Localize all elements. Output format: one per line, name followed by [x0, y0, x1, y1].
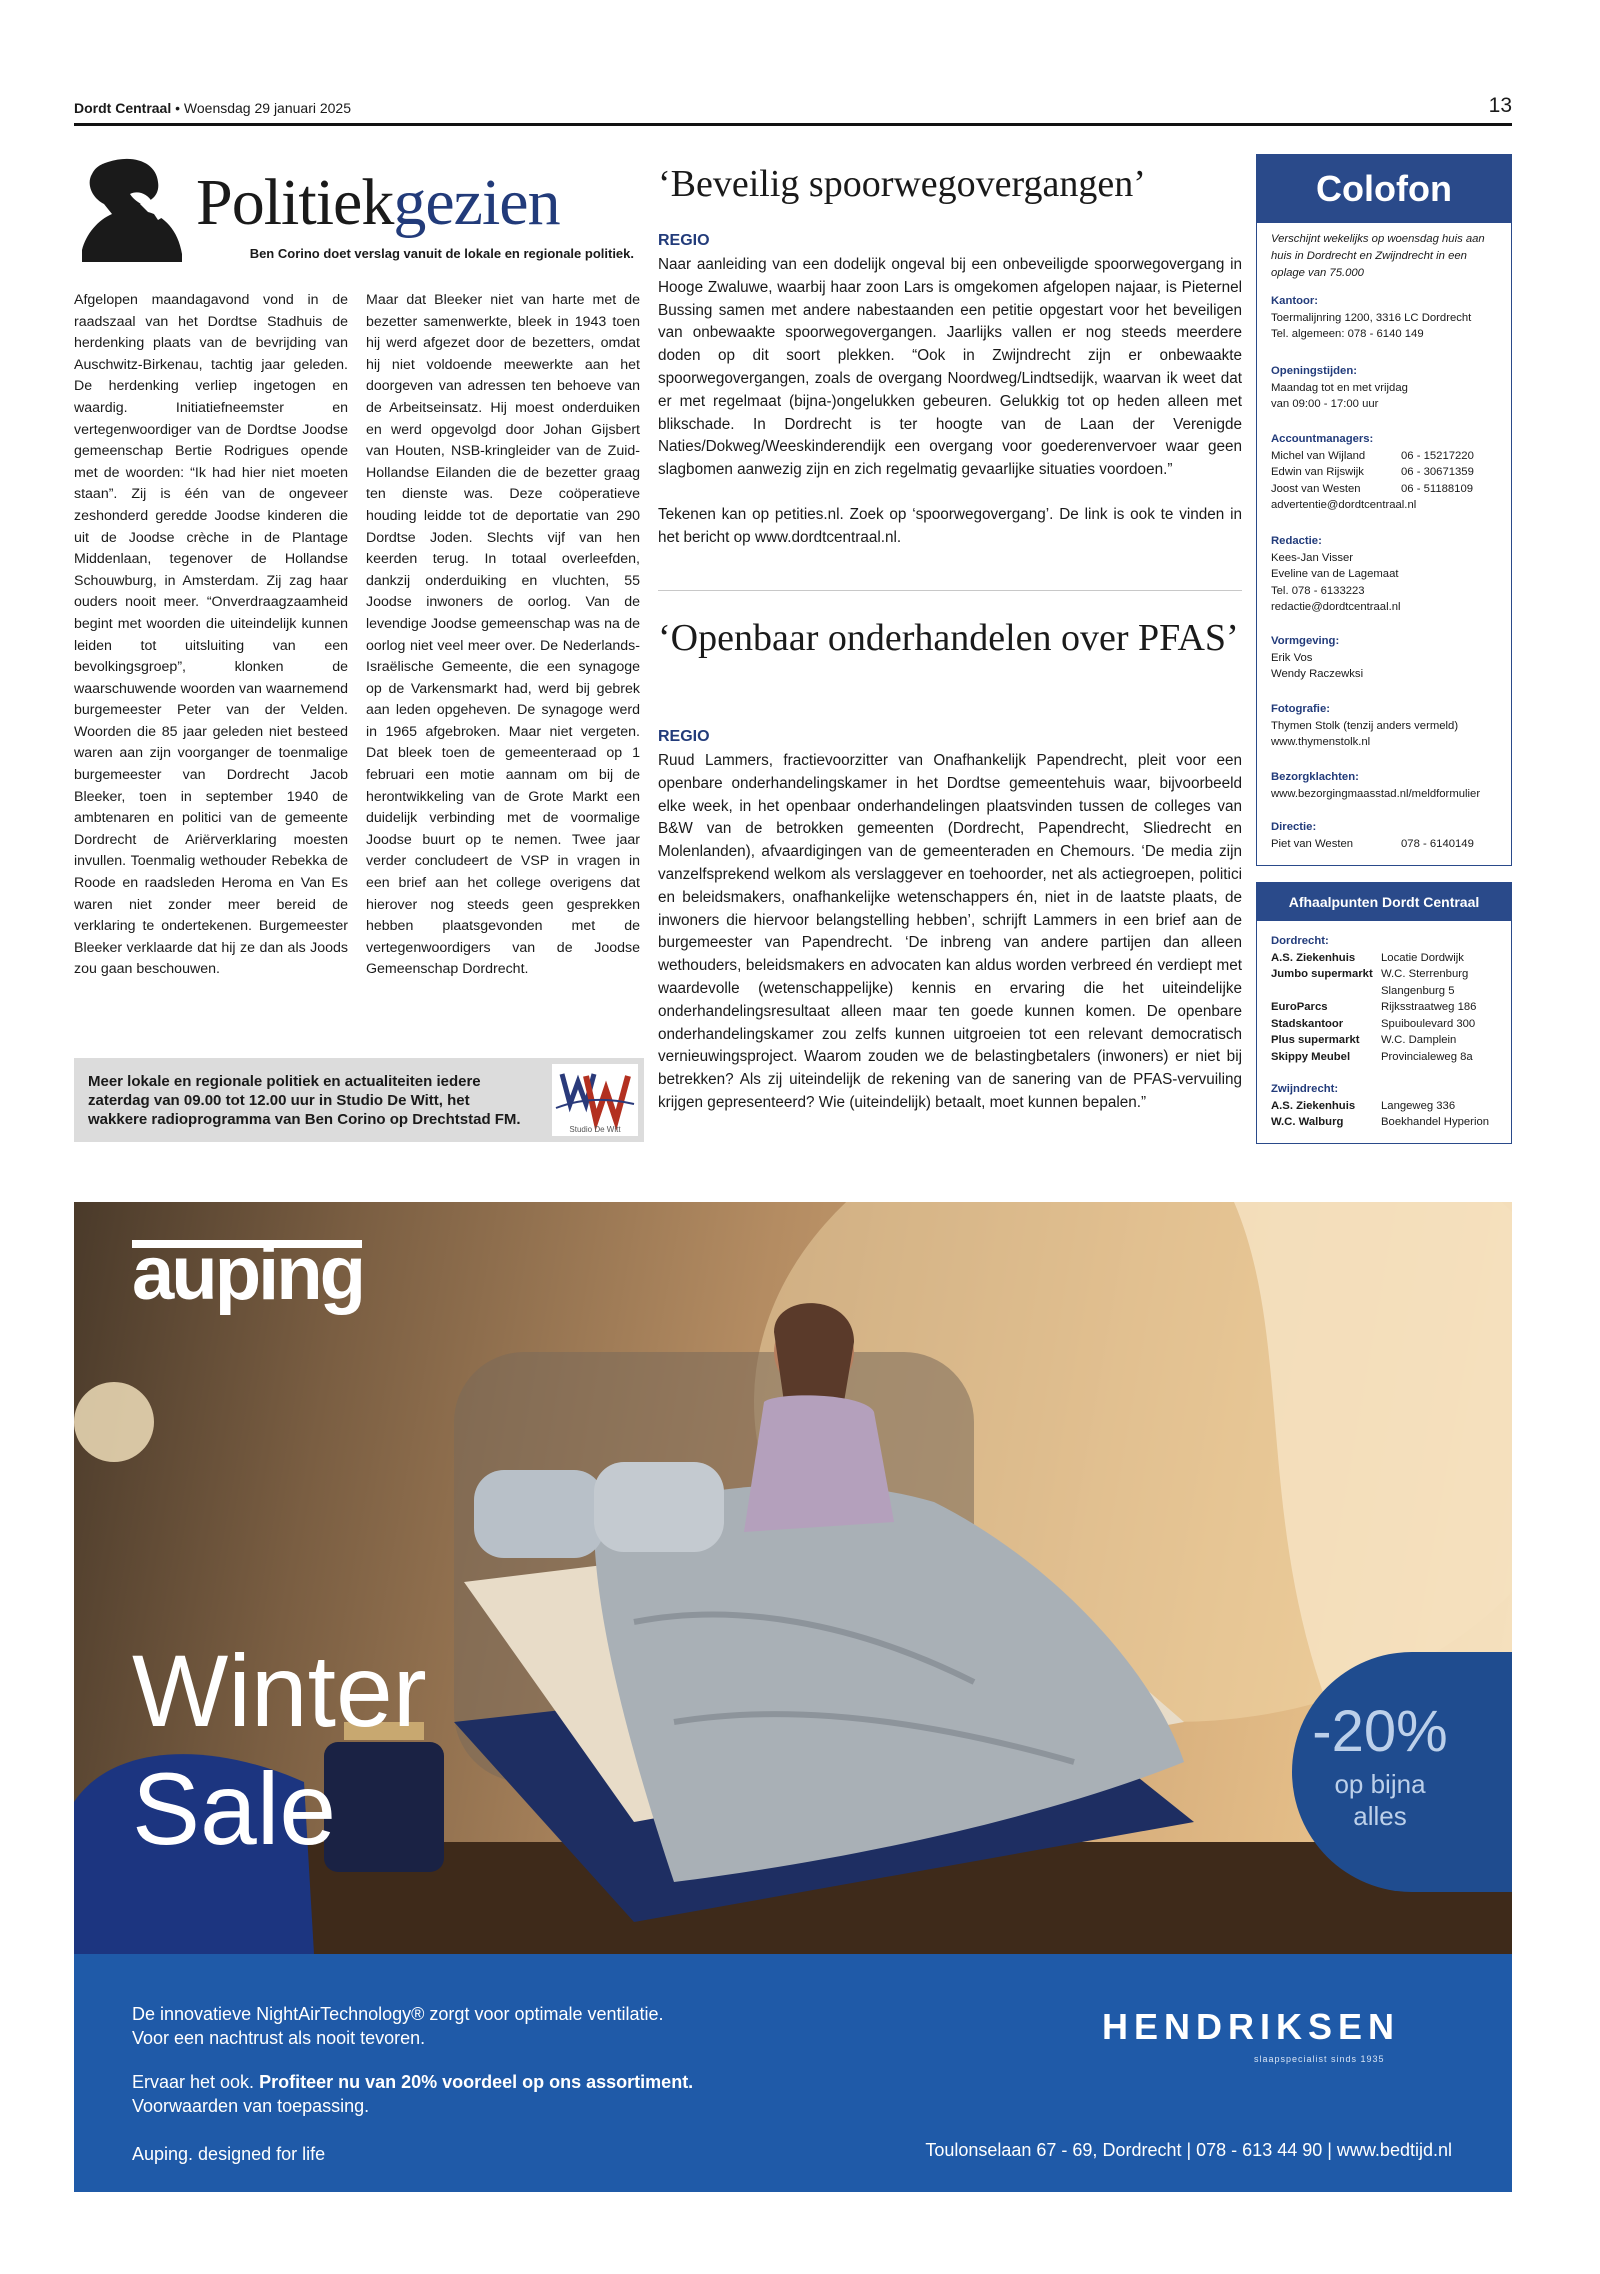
studio-de-witt-logo	[552, 1064, 638, 1136]
article-2-body	[658, 750, 1242, 1115]
section-heading: Bezorgklachten:	[1271, 771, 1359, 783]
director-phone: 078 - 6140149	[1401, 837, 1474, 850]
colofon-title: Colofon	[1257, 155, 1511, 223]
page-header	[74, 96, 1512, 126]
colofon-bezorgklachten	[1271, 769, 1503, 802]
pickup-name: A.S. Ziekenhuis	[1271, 1099, 1356, 1112]
page-number: 13	[1488, 94, 1512, 117]
article-1-kicker: REGIO	[658, 232, 710, 249]
section-heading: Directie:	[1271, 821, 1317, 833]
pickup-location: Langeweg 336	[1381, 1099, 1456, 1112]
pickup-name: A.S. Ziekenhuis	[1271, 951, 1356, 964]
section-heading: Fotografie:	[1271, 703, 1330, 715]
column-text-2: Maar dat Bleeker niet van harte met de bezetter samenwerkte, bleek in 1943 toen hij werd afgezet door de bezetters, omdat hij niet voldoende meewerkte aan het doorgeven van adressen ten behoeve van de Arbeitseinsatz. Hij moest onderduiken en werd opgevolgd door Johan Gijsbert van Houten, NSB-kringleider van de Zuid-Hollandse Eilanden die de bezetter graag ten dienste was. Deze coöperatieve houding leidde tot de deportatie van 290 Dordtse Joden. Slechts vijf van hen keerden terug. In totaal overleefden, dankzij onderduiking en vluchten, 55 Joodse inwoners de oorlog. Van de levendige Joodse gemeenschap was na de oorlog niet veel meer over. De Nederlands-Israëlische Gemeente, die een synagoge op de Varkensmarkt had, werd bij gebrek aan leden opgeheven. De synagoge werd in 1965 afgebroken. Maar niet vergeten. Dat bleek toen de gemeenteraad op 1 februari een motie aannam om bij de herontwikkeling van de Grote Markt een duidelijk verbinding met de voormalige Joodse buurt op te nemen. Twee jaar verder concludeert de VSP in vragen in een brief aan het college overigens dat hierover nog steeds geen gesprekken hebben plaatsgevonden met de vertegenwoordigers van de Joodse Gemeenschap Dordrecht.	[366, 292, 640, 978]
pickup-name: Skippy Meubel	[1271, 1050, 1351, 1063]
list-item	[1271, 481, 1503, 498]
pickup-name	[1271, 983, 1381, 1000]
ad-tagline: Auping. designed for life	[132, 2144, 326, 2164]
ad-info-panel	[74, 1954, 1512, 2192]
director-name: Piet van Westen	[1271, 837, 1354, 850]
article-2-paragraph-1: Ruud Lammers, fractievoorzitter van Onafhankelijk Papendrecht, pleit voor een openbare onderhandelingskamer in het Dordtse gemeentehuis waar, bijvoorbeeld elke week, in het openbaar onderhandelingen plaatsvinden tussen de colleges van B&W van de betrokken gemeenten (Dordrecht, Papendrecht, Sliedrecht en Molenlanden), afvaardigingen van de gemeenteraden en Chemours. ‘De media zijn vanzelfsprekend welkom als verslaggever en toehoorder, net als actiegroepen, politici en beleidsmakers, onafhankelijke wetenschappers én, niet in de laatste plaats, de inwoners die hiervoor belangstelling hebben’, schrijft Lammers in een brief aan de burgemeester van Papendrecht. ‘De inbreng van andere partijen dan alleen wethouders, beleidsmakers en advocaten kan aldus worden verbreed én verdiept met waardevolle (wetenschappelijke) kennis en ervaring die het uiteindelijke onderhandelingsresultaat alleen maar ten goede kunnen komen. De openbare onderhandelingskamer zou zelfs kunnen uitgroeien tot een relevant democratisch vernieuwingsproject. Waarom zouden we de belastingbetalers (inwoners) er niet bij betrekken? Als zij uiteindelijk de rekening van de sanering van de PFAS-vervuiling krijgen gepresenteerd? Wie (uiteindelijk) betaalt, moet kunnen bepalen.”	[658, 752, 1242, 1111]
list-item	[1271, 464, 1503, 481]
article-1-paragraph-1: Naar aanleiding van een dodelijk ongeval bij een onbeveiligde spoorwegovergang in Hooge Zwaluwe, waarbij haar zoon Lars is omgekomen afgelopen najaar, is Pieternel Bussing samen met andere nabestaanden een petitie opgestart voor het beveiligen van onbewaakte spoorwegovergangen. Jaarlijks vallen er nog steeds meerdere doden op dit soort plekken. “Ook in Zwijndrecht zijn er onbewaakte spoorwegovergangen, zoals de overgang Noordweg/Lindtsedijk, waarvan ik weet dat er met regelmaat (bijna-)ongelukken gebeuren. Gelukkig tot op heden alleen met blikschade. In Dordrecht is ter hoogte van de Laan der Verenigde Naties/Dokweg/Weeskinderendijk een overgang voor goederenvervoer waar geen slagbomen aanwezig zijn en zich regelmatig gevaarlijke situaties voordoen.”	[658, 256, 1242, 479]
opening-hours: van 09:00 - 17:00 uur	[1271, 398, 1379, 410]
list-item	[1271, 836, 1503, 853]
hendriksen-logo: HENDRIKSEN	[1102, 2006, 1401, 2047]
editor-email: redactie@dordtcentraal.nl	[1271, 601, 1401, 613]
pickup-location: Provincialeweg 8a	[1381, 1050, 1473, 1063]
designer-name: Erik Vos	[1271, 651, 1313, 664]
section-heading: Kantoor:	[1271, 295, 1319, 307]
article-1-title: ‘Beveilig spoorwegovergangen’	[658, 163, 1146, 205]
radio-promo-box	[74, 1058, 644, 1142]
pickup-location: W.C. Damplein	[1381, 1034, 1457, 1046]
editor-name: Kees-Jan Visser	[1271, 551, 1354, 564]
list-item	[1271, 983, 1503, 1000]
list-item	[1271, 950, 1503, 967]
ad-copy-line: Voor een nachtrust als nooit tevoren.	[132, 2028, 426, 2048]
pickup-location: Boekhandel Hyperion	[1381, 1116, 1490, 1128]
contact-name: Joost van Westen	[1271, 482, 1361, 495]
auping-logo: auping	[132, 1231, 364, 1316]
editor-phone: Tel. 078 - 6133223	[1271, 584, 1365, 597]
colofon-directie	[1271, 819, 1503, 852]
pickup-location: Locatie Dordwijk	[1381, 951, 1464, 964]
office-address: Toermalijnring 1200, 3316 LC Dordrecht	[1271, 311, 1472, 324]
contact-name: Michel van Wijland	[1271, 449, 1366, 462]
list-item	[1271, 1032, 1503, 1049]
pickup-name: EuroParcs	[1271, 1001, 1328, 1013]
article-1-paragraph-2: Tekenen kan op petities.nl. Zoek op ‘spoorwegovergang’. De link is ook te vinden in het bericht op www.dordtcentraal.nl.	[658, 505, 1242, 546]
article-2-kicker: REGIO	[658, 728, 710, 745]
colofon-openingstijden	[1271, 363, 1503, 413]
column-title-part2: gezien	[393, 166, 560, 239]
contact-phone: 06 - 15217220	[1401, 449, 1474, 462]
section-heading: Zwijndrecht:	[1271, 1083, 1339, 1095]
ad-copy-line: De innovatieve NightAirTechnology® zorgt voor optimale ventilatie.	[132, 2004, 664, 2024]
pickup-name: Stadskantoor	[1271, 1017, 1344, 1030]
list-item	[1271, 1098, 1503, 1115]
logo-caption: Studio De Witt	[569, 1125, 621, 1134]
ad-copy-line: Ervaar het ook.	[132, 2072, 260, 2092]
ad-photo	[74, 1202, 1512, 1954]
editor-name: Eveline van de Lagemaat	[1271, 568, 1399, 580]
list-item	[1271, 966, 1503, 983]
opening-days: Maandag tot en met vrijdag	[1271, 381, 1408, 394]
ad-offer: Profiteer nu van 20% voordeel op ons assortiment.	[259, 2072, 694, 2092]
discount-text-line-1: op bijna	[1334, 1769, 1426, 1799]
section-heading: Vormgeving:	[1271, 635, 1340, 647]
article-1-body	[658, 254, 1242, 550]
colofon-redactie	[1271, 533, 1503, 616]
dealer-address: Toulonselaan 67 - 69, Dordrecht | 078 - 613 44 90 | www.bedtijd.nl	[925, 2140, 1452, 2160]
complaints-url: www.bezorgingmaasstad.nl/meldformulier	[1271, 787, 1481, 800]
pickup-name: W.C. Walburg	[1271, 1116, 1344, 1128]
headline-line-2: Sale	[132, 1752, 337, 1866]
designer-name: Wendy Raczewksi	[1271, 668, 1364, 680]
discount-percentage: -20%	[1312, 1699, 1448, 1764]
headline-line-1: Winter	[132, 1634, 427, 1748]
auping-advertisement	[74, 1202, 1512, 2192]
column-title	[196, 168, 560, 238]
photographer-url: www.thymenstolk.nl	[1271, 736, 1371, 748]
pickup-location: Slangenburg 5	[1381, 984, 1455, 997]
paper-name: Dordt Centraal	[74, 100, 172, 116]
pickup-dordrecht	[1271, 933, 1503, 1065]
pickup-zwijndrecht	[1271, 1081, 1503, 1131]
pickup-points-box	[1256, 882, 1512, 1144]
section-heading: Dordrecht:	[1271, 935, 1329, 947]
list-item	[1271, 1114, 1503, 1131]
silhouette-icon	[78, 154, 186, 262]
list-item	[1271, 448, 1503, 465]
radio-promo-text: Meer lokale en regionale politiek en actualiteiten iedere zaterdag van 09.00 tot 12.00 uur in Studio De Witt, het wakkere radioprogramma van Ben Corino op Drechtstad FM.	[88, 1073, 521, 1128]
section-heading: Accountmanagers:	[1271, 433, 1374, 445]
contact-phone: 06 - 30671359	[1401, 466, 1474, 478]
hendriksen-subline: slaapspecialist sinds 1935	[1254, 2054, 1385, 2064]
list-item	[1271, 1016, 1503, 1033]
list-item	[1271, 1049, 1503, 1066]
pickup-name: Jumbo supermarkt	[1271, 968, 1373, 980]
colofon-fotografie	[1271, 701, 1503, 751]
column-title-part1: Politiek	[196, 166, 394, 239]
pickup-points-title: Afhaalpunten Dordt Centraal	[1257, 883, 1511, 921]
photographer-name: Thymen Stolk (tenzij anders vermeld)	[1271, 719, 1459, 732]
ad-conditions: Voorwaarden van toepassing.	[132, 2096, 370, 2116]
discount-text-line-2: alles	[1353, 1801, 1407, 1831]
ad-email: advertentie@dordtcentraal.nl	[1271, 499, 1417, 511]
article-divider	[658, 590, 1242, 591]
colofon-intro: Verschijnt wekelijks op woensdag huis aan huis in Dordrecht en Zwijndrecht in een oplage van 75.000	[1271, 233, 1485, 279]
article-2-title: ‘Openbaar onderhandelen over PFAS’	[658, 617, 1239, 659]
politiek-gezien-header	[74, 150, 634, 270]
issue-date: • Woensdag 29 januari 2025	[175, 100, 352, 116]
section-heading: Openingstijden:	[1271, 365, 1357, 377]
pickup-location: W.C. Sterrenburg	[1381, 968, 1469, 980]
colofon-vormgeving	[1271, 633, 1503, 683]
column-text-1: Afgelopen maandagavond vond in de raadszaal van het Dordtse Stadhuis de herdenking plaats van de bevrijding van Auschwitz-Birkenau, tachtig jaar geleden. De herdenking verliep ingetogen en waardig. Initiatiefneemster en vertegenwoordiger van de Dordtse Joodse gemeenschap Bertie Rodrigues opende met de woorden: “Ik had hier niet moeten staan”. Zij is één van de ongeveer zeshonderd geredde Joodse kinderen die uit de Joodse crèche in de Plantage Middenlaan, tegenover de Hollandse Schouwburg, in Amsterdam. Zij zag haar ouders nooit meer. “Onverdraagzaamheid begint met woorden die uiteindelijk kunnen leiden tot uitsluiting van een bevolkingsgroep”, klonken de waarschuwende woorden van waarnemend burgemeester Peter van der Velden. Woorden die 85 jaar geleden niet besteed waren aan zijn voorganger de toenmalige burgemeester van Dordrecht Jacob Bleeker, toen in september 1940 de ambtenaren en politici van de gemeente Dordrecht de Ariërverklaring moesten invullen. Toenmalig wethouder Rebekka de Roode en raadsleden Heroma en Van Es waren niet zonder meer bereid de verklaring te ondertekenen. Burgemeester Bleeker verklaarde dat hij ze dan als Joods zou gaan beschouwen.	[74, 292, 348, 978]
colofon-accountmanagers	[1271, 431, 1503, 514]
office-phone: Tel. algemeen: 078 - 6140 149	[1271, 328, 1424, 340]
contact-name: Edwin van Rijswijk	[1271, 466, 1364, 478]
pickup-location: Spuiboulevard 300	[1381, 1017, 1476, 1030]
winter-sale-headline	[132, 1632, 427, 1868]
pickup-location: Rijksstraatweg 186	[1381, 1001, 1477, 1013]
colofon-kantoor	[1271, 293, 1503, 343]
ad-copy-2	[132, 2070, 693, 2118]
discount-text	[1300, 1768, 1460, 1832]
pickup-name: Plus supermarkt	[1271, 1034, 1360, 1046]
masthead	[74, 100, 351, 116]
column-subtitle: Ben Corino doet verslag vanuit de lokale en regionale politiek.	[249, 246, 634, 261]
list-item	[1271, 999, 1503, 1016]
contact-phone: 06 - 51188109	[1401, 482, 1474, 495]
ad-copy-1	[132, 2002, 664, 2050]
section-heading: Redactie:	[1271, 535, 1322, 547]
colofon-box	[1256, 154, 1512, 866]
